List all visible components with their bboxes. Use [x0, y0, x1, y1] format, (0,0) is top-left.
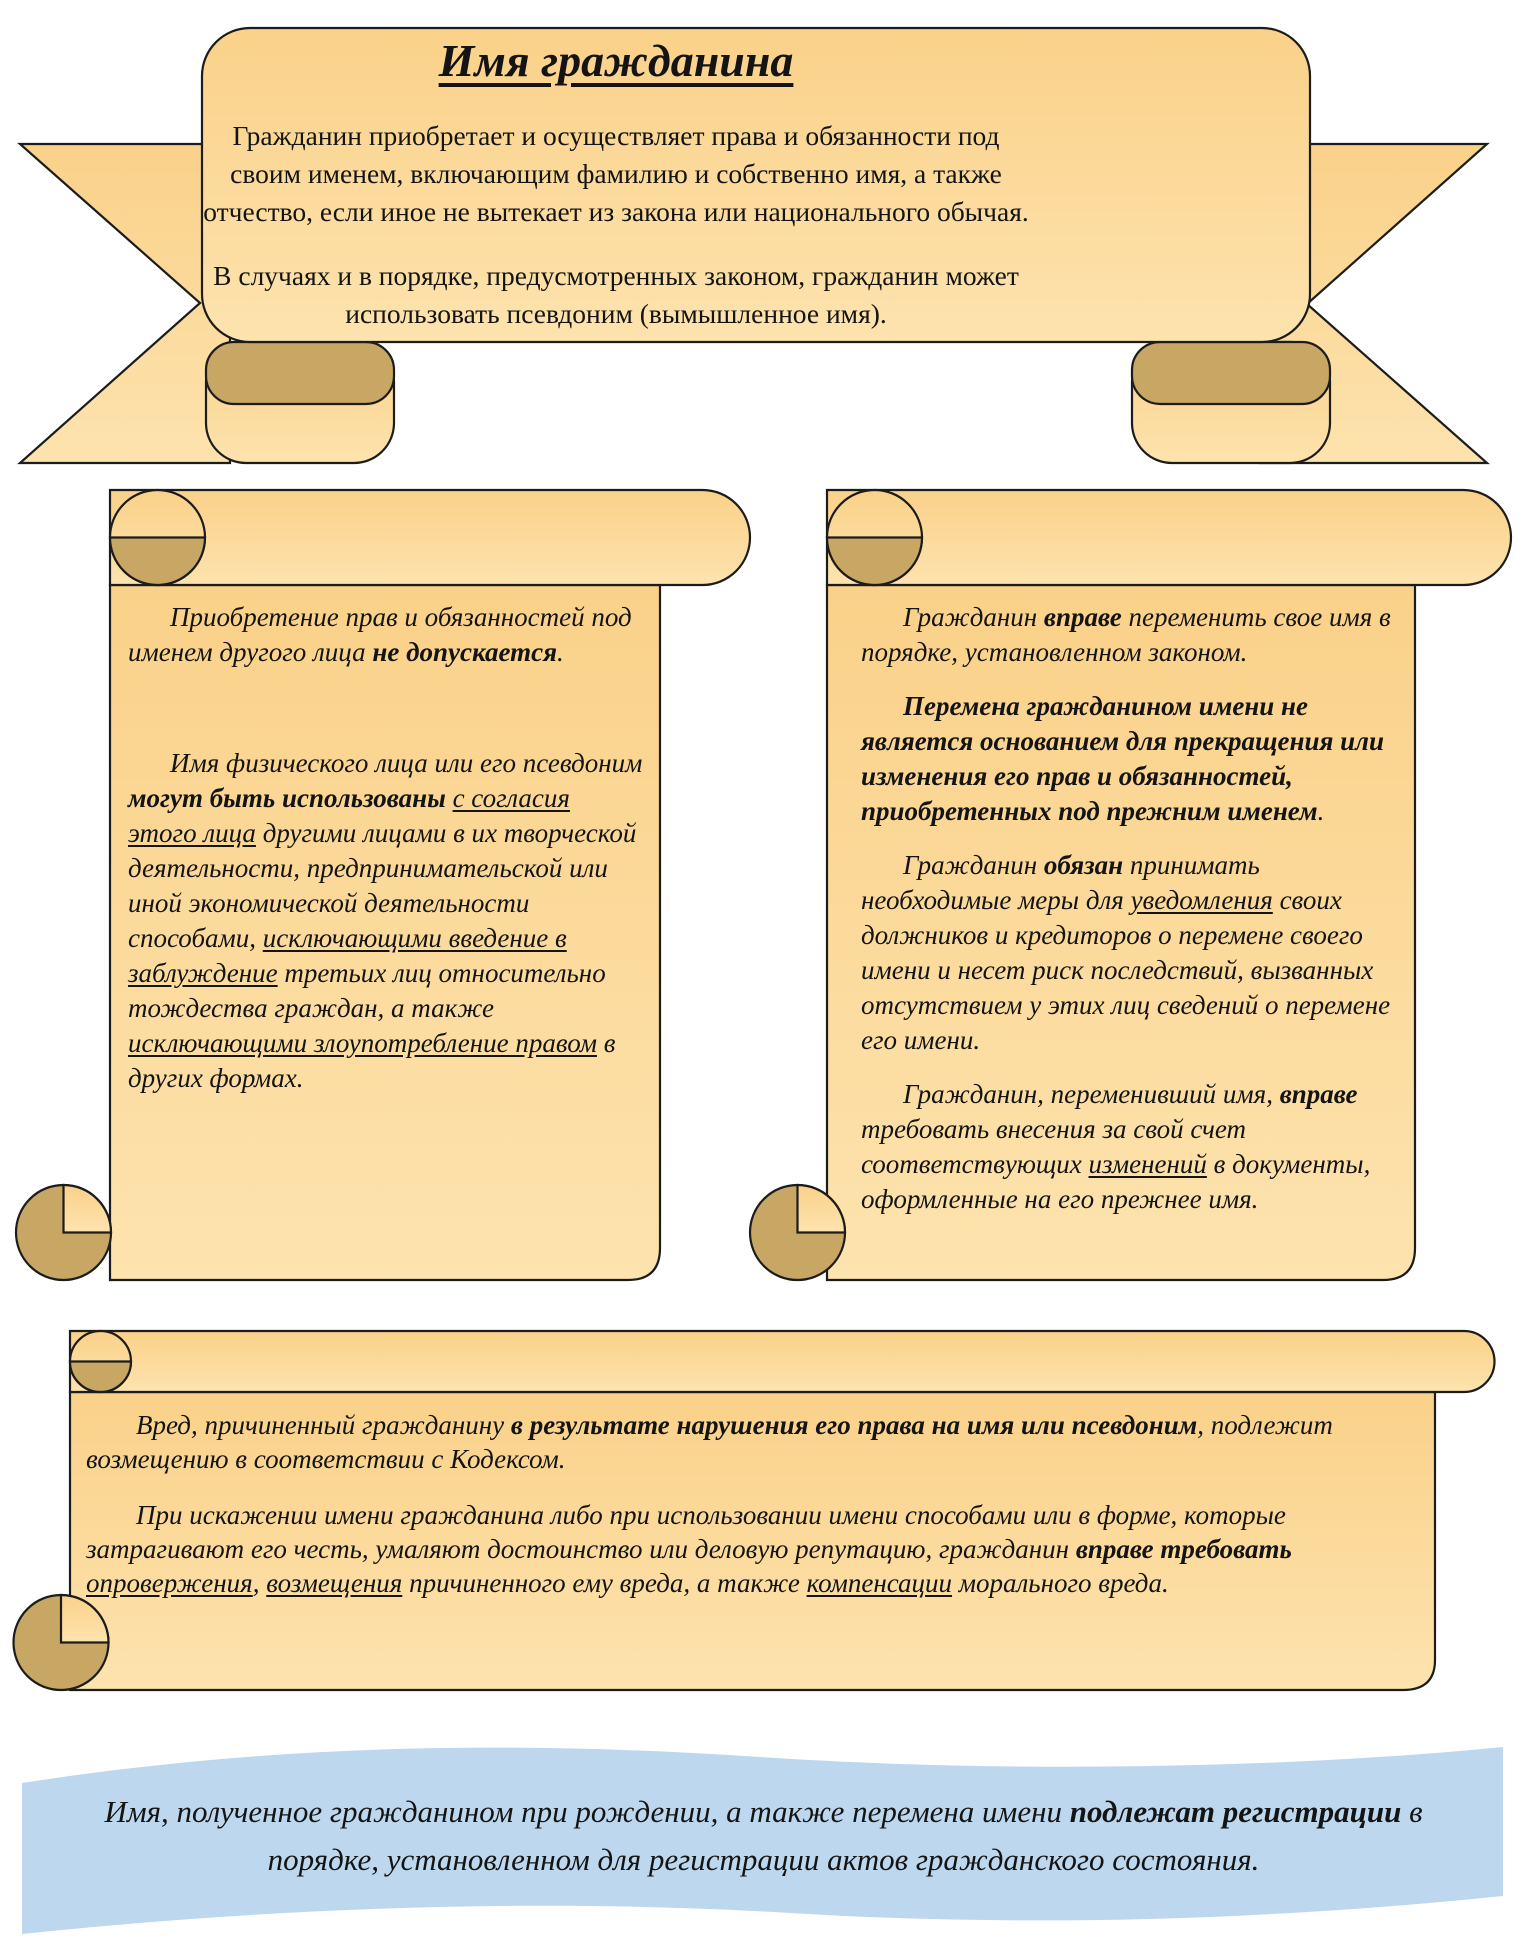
left-scroll-panel [128, 600, 644, 1096]
scroll-paragraph: Гражданин обязан принимать необходимые меры для уведомления своих должников и кредиторов о перемене своего имени и несет риск последствий, вызванных отсутствием у этих лиц сведений о перемене его имени. [861, 850, 1391, 1055]
scroll-paragraph: При искажении имени гражданина либо при использовании имени способами или в форме, которые затрагивают его честь, умаляют достоинство или деловую репутацию, гражданин вправе требовать опровержения, возмещения причиненного ему вреда, а также компенсации морального вреда. [86, 1500, 1292, 1598]
header-paragraph: Гражданин приобретает и осуществляет права и обязанности под своим именем, включающим фамилию и собственно имя, а также отчество, если иное не вытекает из закона или национального обычая. [203, 120, 1029, 227]
scroll-paragraph: Гражданин, переменивший имя, вправе требовать внесения за свой счет соответствующих изменений в документы, оформленные на его прежнее имя. [861, 1079, 1371, 1214]
ribbon-right-curl-dark [1132, 342, 1330, 404]
header-paragraph: В случаях и в порядке, предусмотренных законом, гражданин может использовать псевдоним (вымышленное имя). [213, 260, 1019, 329]
page-title [202, 34, 1030, 87]
scroll-paragraph: Гражданин вправе переменить свое имя в порядке, установленном законом. [861, 602, 1391, 667]
registration-banner-text: Имя, полученное гражданином при рождении, а также перемена имени подлежат регистрации в порядке, установленном для регистрации актов гражданского состояния. [104, 1794, 1423, 1877]
scroll-paragraph: Вред, причиненный гражданину в результате нарушения его права на имя или псевдоним, подлежит возмещению в соответствии с Кодексом. [86, 1410, 1333, 1474]
scroll-right-top-roll [827, 490, 1511, 585]
scroll-paragraph: Приобретение прав и обязанностей под именем другого лица не допускается. [128, 602, 632, 667]
scroll-left-bottom-curl-light [64, 1185, 112, 1233]
page-title-text: Имя гражданина [438, 35, 794, 86]
scroll-paragraph: Перемена гражданином имени не является основанием для прекращения или изменения его прав и обязанностей, приобретенных под прежним именем. [861, 691, 1385, 826]
scroll-bottom-top-roll [70, 1331, 1494, 1392]
ribbon-left-tail [20, 144, 230, 463]
bottom-scroll-panel [86, 1408, 1426, 1600]
header-banner [202, 34, 1030, 359]
right-scroll-panel [861, 600, 1393, 1217]
scroll-paragraph: Имя физического лица или его псевдоним могут быть использованы с согласия этого лица другими лицами в их творческой деятельности, предпринимательской или иной экономической деятельности способами, исключающими введение в заблуждение третьих лиц относительно тождества граждан, а также исключающими злоупотребление правом в других формах. [128, 748, 643, 1093]
